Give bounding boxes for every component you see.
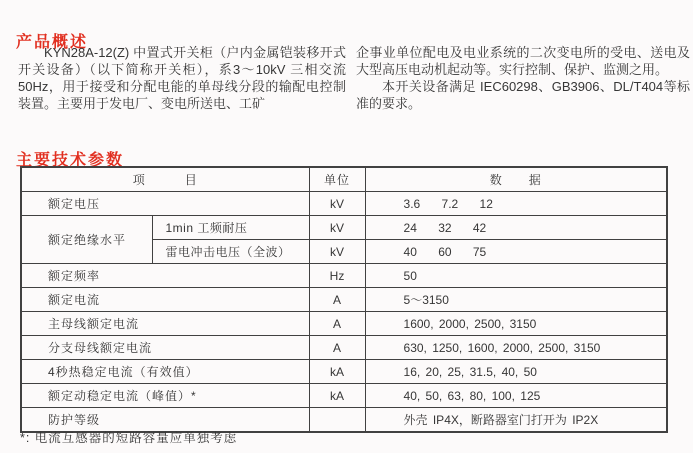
row-data: 5～3150 xyxy=(365,288,667,312)
row-unit: kV xyxy=(309,192,365,216)
row-data: 40 60 75 xyxy=(365,240,667,264)
technical-parameters-table xyxy=(20,166,668,433)
row-item: 分支母线额定电流 xyxy=(21,336,309,360)
row-data: 16, 20, 25, 31.5, 40, 50 xyxy=(365,360,667,384)
overview-left-column xyxy=(18,44,346,112)
row-unit: A xyxy=(309,336,365,360)
header-data: 数 据 xyxy=(365,167,667,192)
row-data: 630, 1250, 1600, 2000, 2500, 3150 xyxy=(365,336,667,360)
row-unit: kA xyxy=(309,384,365,408)
row-item: 4秒热稳定电流（有效值） xyxy=(21,360,309,384)
row-item: 额定频率 xyxy=(21,264,309,288)
row-item: 主母线额定电流 xyxy=(21,312,309,336)
header-item: 项 目 xyxy=(21,167,309,192)
row-data: 3.6 7.2 12 xyxy=(365,192,667,216)
row-group: 额定绝缘水平 xyxy=(21,216,152,264)
technical-parameters-title: 主要技术参数 xyxy=(16,152,125,170)
row-data: 外壳 IP4X，断路器室门打开为 IP2X xyxy=(365,408,667,433)
table-row xyxy=(21,312,667,336)
row-unit: kV xyxy=(309,216,365,240)
overview-paragraph-left: KYN28A-12(Z) 中置式开关柜（户内金属铠装移开式开关设备）（以下简称开关柜），系3～10kV 三相交流50Hz，用于接受和分配电能的单母线分段的输配电控制装置。主要用于发电厂、变电所送电、工矿 xyxy=(18,45,346,111)
table-row xyxy=(21,264,667,288)
overview-paragraph-right-1: 企事业单位配电及电业系统的二次变电所的受电、送电及大型高压电动机起动等。实行控制、保护、监测之用。 xyxy=(356,45,690,77)
overview-text-columns xyxy=(18,44,690,112)
row-item: 额定电压 xyxy=(21,192,309,216)
table-row xyxy=(21,384,667,408)
row-data: 1600, 2000, 2500, 3150 xyxy=(365,312,667,336)
row-subitem: 雷电冲击电压（全波） xyxy=(152,240,309,264)
table-row xyxy=(21,336,667,360)
row-unit: A xyxy=(309,288,365,312)
row-item: 额定电流 xyxy=(21,288,309,312)
row-data: 24 32 42 xyxy=(365,216,667,240)
table-row xyxy=(21,192,667,216)
row-item: 额定动稳定电流（峰值）* xyxy=(21,384,309,408)
row-unit: kV xyxy=(309,240,365,264)
row-subitem: 1min 工频耐压 xyxy=(152,216,309,240)
row-unit: kA xyxy=(309,360,365,384)
header-unit: 单位 xyxy=(309,167,365,192)
row-unit: A xyxy=(309,312,365,336)
table-footnote: *: 电流互感器的短路容量应单独考虑 xyxy=(20,431,238,445)
overview-paragraph-right-2: 本开关设备满足 IEC60298、GB3906、DL/T404等标准的要求。 xyxy=(356,79,690,111)
row-data: 50 xyxy=(365,264,667,288)
table-header-row xyxy=(21,167,667,192)
overview-right-column xyxy=(356,44,690,112)
product-overview-title: 产品概述 xyxy=(16,34,89,52)
row-unit xyxy=(309,408,365,433)
row-data: 40, 50, 63, 80, 100, 125 xyxy=(365,384,667,408)
table-row xyxy=(21,216,667,240)
table-row xyxy=(21,360,667,384)
table-row xyxy=(21,288,667,312)
row-unit: Hz xyxy=(309,264,365,288)
row-item: 防护等级 xyxy=(21,408,309,433)
